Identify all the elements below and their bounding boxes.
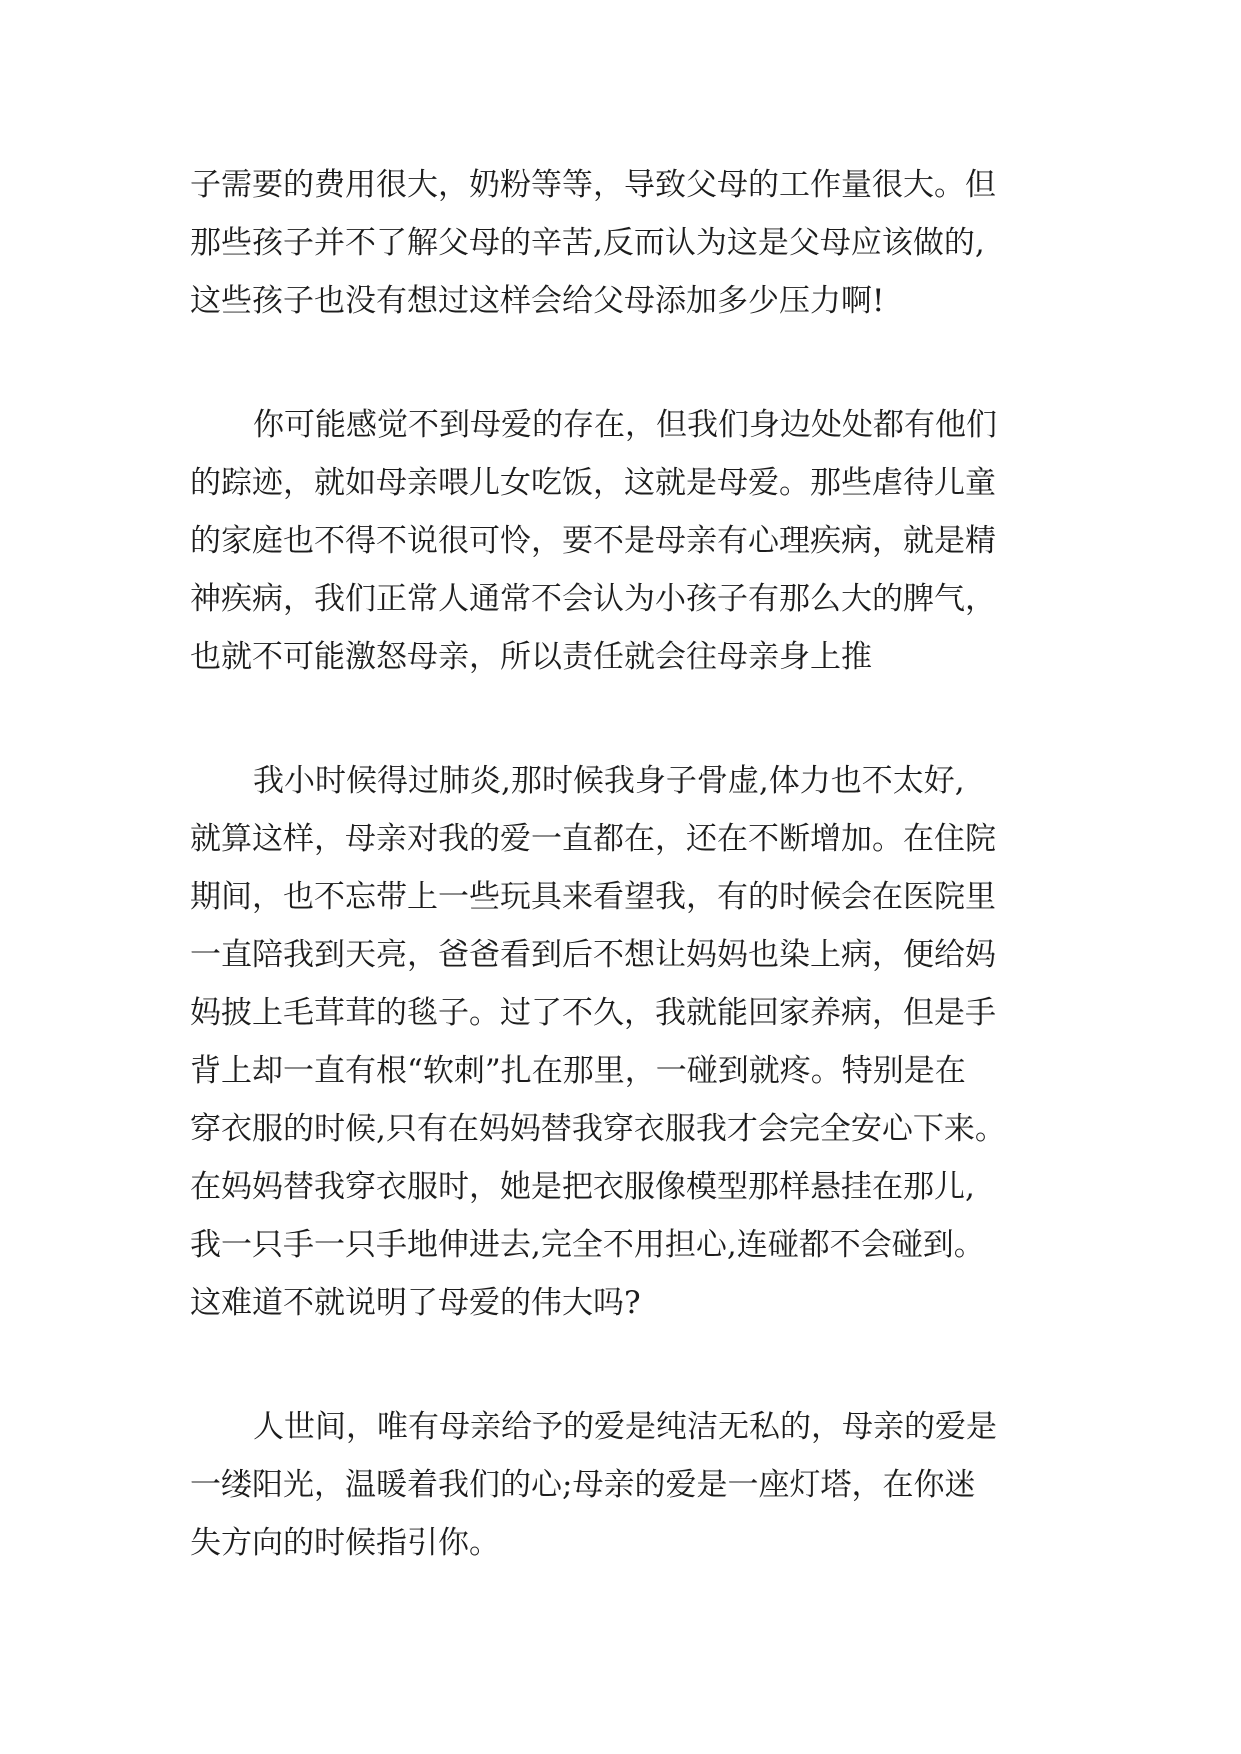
paragraph-3-line-2: 就算这样，母亲对我的爱一直都在，还在不断增加。在住院 [190,821,996,857]
paragraph-3-line-8: 在妈妈替我穿衣服时，她是把衣服像模型那样悬挂在那儿, [190,1169,975,1205]
paragraph-3-line-7: 穿衣服的时候,只有在妈妈替我穿衣服我才会完全安心下来。 [190,1111,1006,1147]
paragraph-2-line-4: 神疾病，我们正常人通常不会认为小孩子有那么大的脾气， [190,581,996,617]
paragraph-2-line-5: 也就不可能激怒母亲，所以责任就会往母亲身上推 [190,639,872,675]
paragraph-1-line-1: 子需要的费用很大，奶粉等等，导致父母的工作量很大。但 [190,167,996,203]
paragraph-3-line-9: 我一只手一只手地伸进去,完全不用担心,连碰都不会碰到。 [190,1227,985,1263]
paragraph-3-line-6: 背上却一直有根“软刺”扎在那里，一碰到就疼。特别是在 [190,1053,966,1089]
paragraph-2-line-3: 的家庭也不得不说很可怜，要不是母亲有心理疾病，就是精 [190,523,996,559]
paragraph-4-line-1: 人世间，唯有母亲给予的爱是纯洁无私的，母亲的爱是 [253,1409,997,1445]
paragraph-4-line-2: 一缕阳光，温暖着我们的心;母亲的爱是一座灯塔，在你迷 [190,1467,976,1503]
paragraph-3-line-10: 这难道不就说明了母爱的伟大吗? [190,1285,641,1321]
paragraph-1-line-2: 那些孩子并不了解父母的辛苦,反而认为这是父母应该做的, [190,225,985,261]
paragraph-2-line-2: 的踪迹，就如母亲喂儿女吃饭，这就是母爱。那些虐待儿童 [190,465,996,501]
paragraph-2-line-1: 你可能感觉不到母爱的存在，但我们身边处处都有他们 [253,407,997,443]
paragraph-4-line-3: 失方向的时候指引你。 [190,1525,500,1561]
paragraph-3-line-1: 我小时候得过肺炎,那时候我身子骨虚,体力也不太好, [253,763,965,799]
paragraph-3-line-5: 妈披上毛茸茸的毯子。过了不久，我就能回家养病，但是手 [190,995,996,1031]
paragraph-3-line-4: 一直陪我到天亮，爸爸看到后不想让妈妈也染上病，便给妈 [190,937,996,973]
paragraph-3-line-3: 期间，也不忘带上一些玩具来看望我，有的时候会在医院里 [190,879,996,915]
paragraph-1-line-3: 这些孩子也没有想过这样会给父母添加多少压力啊! [190,283,885,319]
